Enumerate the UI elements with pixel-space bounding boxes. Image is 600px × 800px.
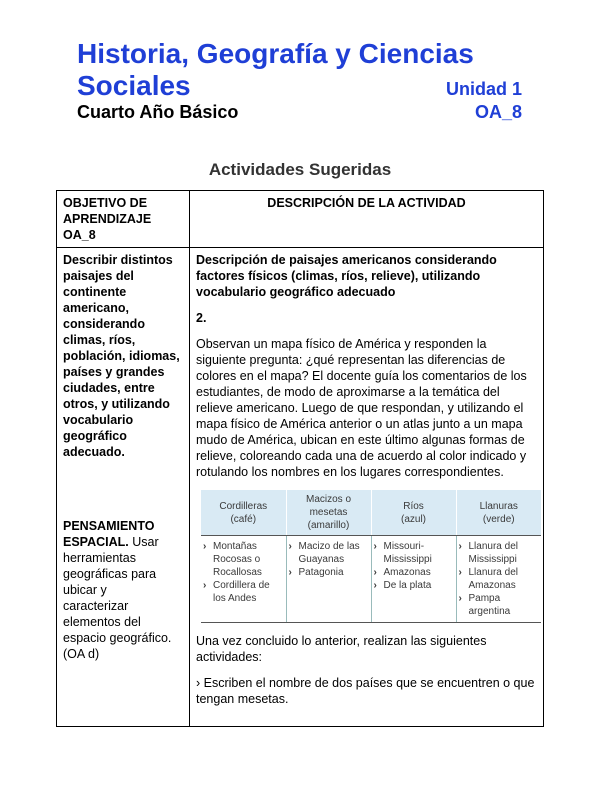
- list-item: › De la plata: [373, 580, 432, 591]
- activities-table: [56, 190, 544, 727]
- pensamiento-espacial: [63, 518, 175, 662]
- description-header: DESCRIPCIÓN DE LA ACTIVIDAD: [190, 191, 544, 248]
- table-row: [57, 248, 544, 727]
- pensamiento-text: Usar herramientas geográficas para ubicar y caracterizar elementos del espacio geográfico. (OA d): [63, 535, 172, 661]
- list-item: › Macizo de las Guayanas: [288, 541, 360, 565]
- objective-text: Describir distintos paisajes del continente americano, considerando climas, ríos, población, idiomas, países y grandes ciudades, entre otros, y utilizando vocabulario geográfico adecuado.: [63, 253, 180, 459]
- relief-col-llanuras: [456, 536, 541, 623]
- pensamiento-label: PENSAMIENTO ESPACIAL.: [63, 519, 155, 549]
- list-item: › Pampa argentina: [458, 593, 511, 617]
- list-item: › Missouri-Mississippi: [373, 541, 432, 565]
- list-item: › Llanura del Amazonas: [458, 567, 518, 591]
- page-header: [77, 38, 522, 123]
- relief-header-row: [201, 490, 541, 536]
- relief-col-mesetas: [286, 536, 371, 623]
- relief-row: [201, 536, 541, 623]
- list-item: › Amazonas: [373, 567, 431, 578]
- followup-text: Una vez concluido lo anterior, realizan las siguientes actividades:: [196, 634, 487, 664]
- relief-col-rios: [371, 536, 456, 623]
- list-item: › Patagonia: [288, 567, 344, 578]
- subject-title: Historia, Geografía y Ciencias: [77, 38, 474, 69]
- relief-header-cordilleras: Cordilleras (café): [201, 490, 286, 536]
- relief-table: [201, 490, 541, 623]
- grade-label: Cuarto Año Básico: [77, 102, 239, 122]
- relief-header-mesetas: Macizos o mesetas (amarillo): [286, 490, 371, 536]
- activity-title: Descripción de paisajes americanos considerando factores físicos (climas, ríos, relieve), utilizando vocabulario geográfico adecuado: [196, 253, 497, 299]
- subject-title-continued: Sociales: [77, 70, 191, 101]
- list-item: › Cordillera de los Andes: [203, 580, 270, 604]
- activity-paragraph: Observan un mapa físico de América y responden la siguiente pregunta: ¿qué representan las diferencias de colores en el mapa? El docente guía los comentarios de los estudiantes, de modo de aproximarse a la temática del relieve americano. Luego de que respondan, y utilizando el mapa físico de América anterior o un atlas junto a un mapa mudo de América, ubican en este último algunas formas de relieve, coloreando cada una de acuerdo al color indicado y rotulando los nombres en los lugares correspondientes.: [196, 337, 527, 479]
- unit-label: Unidad 1: [445, 79, 522, 99]
- relief-col-cordilleras: [201, 536, 286, 623]
- objective-header: OBJETIVO DE APRENDIZAJE OA_8: [57, 191, 190, 248]
- section-title: Actividades Sugeridas: [208, 160, 392, 179]
- description-cell: [190, 248, 544, 727]
- relief-header-rios: Ríos (azul): [371, 490, 456, 536]
- table-header-row: [57, 191, 544, 248]
- relief-header-llanuras: Llanuras (verde): [456, 490, 541, 536]
- activity-number: 2.: [196, 311, 207, 325]
- objective-cell: [57, 248, 190, 727]
- list-item: › Montañas Rocosas o Rocallosas: [203, 541, 262, 578]
- oa-label: OA_8: [474, 102, 522, 122]
- list-item: › Llanura del Mississippi: [458, 541, 518, 565]
- followup-activity: › Escriben el nombre de dos países que se encuentren o que tengan mesetas.: [196, 676, 535, 706]
